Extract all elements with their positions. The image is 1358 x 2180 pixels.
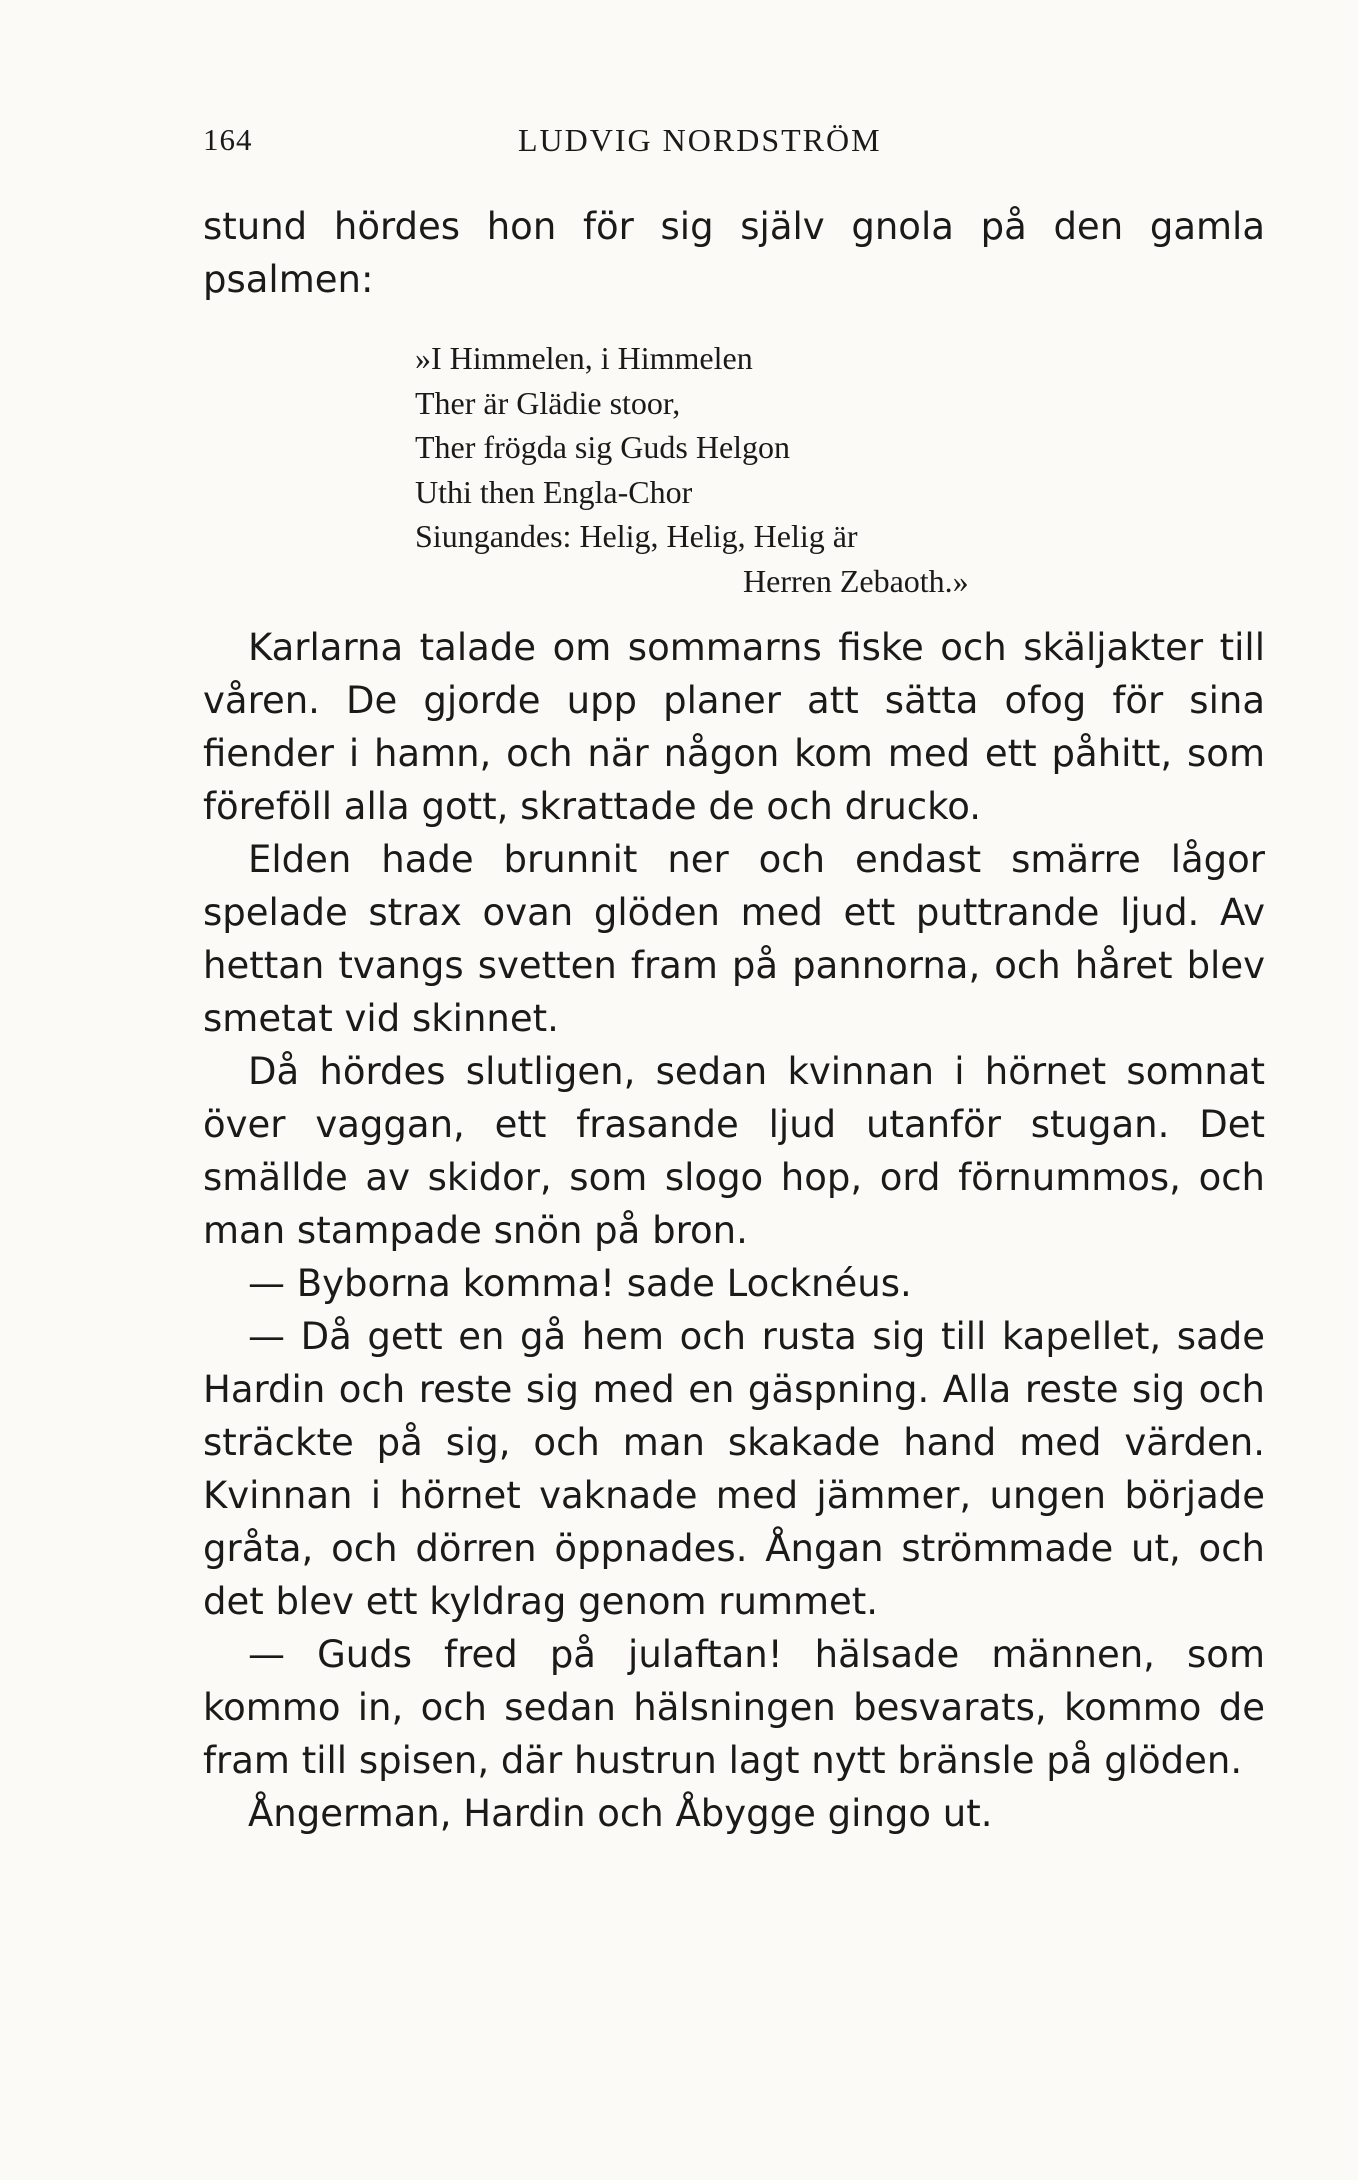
poem-line: Siungandes: Helig, Helig, Helig är — [415, 518, 858, 554]
paragraph: Karlarna talade om sommarns fiske och skäljakter till våren. De gjorde upp planer att sätta ofog för sina fiender i hamn, och när någon kom med ett påhitt, som föreföll alla gott, skrattade de och drucko. — [203, 626, 1265, 828]
paragraph: Ångerman, Hardin och Åbygge gingo ut. — [248, 1792, 993, 1835]
poem-line: »I Himmelen, i Himmelen — [415, 340, 753, 376]
page-body — [203, 200, 1265, 1840]
page-header — [203, 122, 1265, 172]
running-head: LUDVIG NORDSTRÖM — [518, 122, 882, 158]
paragraph: Elden hade brunnit ner och endast smärre lågor spelade strax ovan glöden med ett puttrande ljud. Av hettan tvangs svetten fram på pannorna, och håret blev smetat vid skinnet. — [203, 838, 1265, 1040]
poem-line: Herren Zebaoth.» — [743, 562, 969, 599]
poem-line: Ther är Glädie stoor, — [415, 384, 681, 421]
poem-line: Ther frögda sig Guds Helgon — [415, 429, 791, 465]
page-number: 164 — [203, 122, 253, 157]
poem-line: Uthi then Engla-Chor — [415, 473, 693, 510]
opening-paragraph: stund hördes hon för sig själv gnola på den gamla psalmen: — [203, 205, 1265, 301]
dialogue-line: — Byborna komma! sade Locknéus. — [248, 1262, 912, 1305]
dialogue-line: — Guds fred på julaftan! hälsade männen, som kommo in, och sedan hälsningen besvarats, kommo de fram till spisen, där hustrun lagt nytt bränsle på glöden. — [203, 1633, 1265, 1782]
dialogue-line: — Då gett en gå hem och rusta sig till kapellet, sade Hardin och reste sig med en gäspning. Alla reste sig och sträckte på sig, och man skakade hand med värden. Kvinnan i hörnet vaknade med jämmer, ungen började gråta, och dörren öppnades. Ångan strömmade ut, och det blev ett kyldrag genom rummet. — [203, 1315, 1265, 1623]
paragraph: Då hördes slutligen, sedan kvinnan i hörnet somnat över vaggan, ett frasande ljud utanför stugan. Det smällde av skidor, som slogo hop, ord förnummos, och man stampade snön på bron. — [203, 1050, 1265, 1252]
psalm-quote — [415, 336, 1265, 603]
